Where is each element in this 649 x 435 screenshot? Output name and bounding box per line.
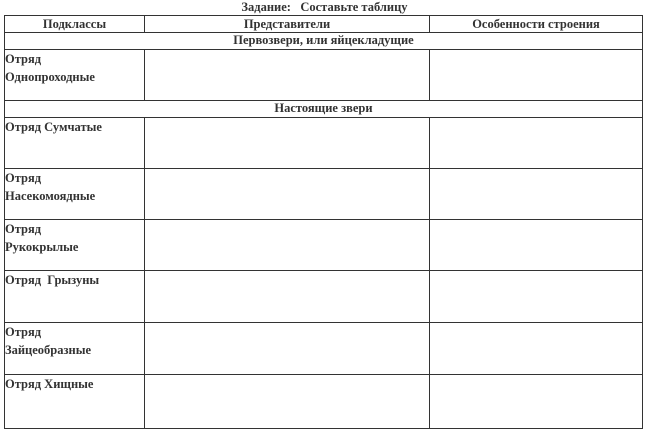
table-row [5,323,643,375]
order-cell-carnivora [5,375,145,429]
section-row [5,33,643,50]
order-name-line2: Рукокрылые [5,240,79,254]
representatives-cell[interactable] [145,271,430,323]
task-title: Задание: Составьте таблицу [241,0,408,14]
order-name-line1: Отряд [5,222,42,236]
classification-table [4,15,643,429]
representatives-cell[interactable] [145,375,430,429]
order-cell-insectivora [5,169,145,220]
order-cell-marsupialia [5,118,145,169]
order-name-line2: Насекомоядные [5,189,96,203]
order-name-line1: Отряд Хищные [5,377,94,391]
structure-features-cell[interactable] [430,323,643,375]
table-row [5,50,643,101]
structure-features-cell[interactable] [430,271,643,323]
order-name-line2: Однопроходные [5,70,95,84]
order-name-line1: Отряд [5,171,42,185]
order-name-line1: Отряд Сумчатые [5,120,102,134]
order-cell-monotremata [5,50,145,101]
representatives-cell[interactable] [145,118,430,169]
order-name-line2: Зайцеобразные [5,343,92,357]
structure-features-cell[interactable] [430,118,643,169]
order-cell-rodentia [5,271,145,323]
header-representatives: Представители [145,16,430,33]
header-structure-features: Особенности строения [430,16,643,33]
structure-features-cell[interactable] [430,375,643,429]
section-title-theria: Настоящие звери [5,101,643,118]
representatives-cell[interactable] [145,220,430,271]
structure-features-cell[interactable] [430,50,643,101]
table-row [5,169,643,220]
order-cell-chiroptera [5,220,145,271]
order-name-line1: Отряд [5,325,42,339]
table-row [5,375,643,429]
representatives-cell[interactable] [145,323,430,375]
header-subclasses: Подклассы [5,16,145,33]
order-name-line1: Отряд Грызуны [5,273,100,287]
representatives-cell[interactable] [145,50,430,101]
header-row [5,16,643,33]
section-title-prototheria: Первозвери, или яйцекладущие [5,33,643,50]
table-row [5,220,643,271]
section-row [5,101,643,118]
order-cell-lagomorpha [5,323,145,375]
table-row [5,271,643,323]
structure-features-cell[interactable] [430,169,643,220]
structure-features-cell[interactable] [430,220,643,271]
table-row [5,118,643,169]
representatives-cell[interactable] [145,169,430,220]
order-name-line1: Отряд [5,52,42,66]
